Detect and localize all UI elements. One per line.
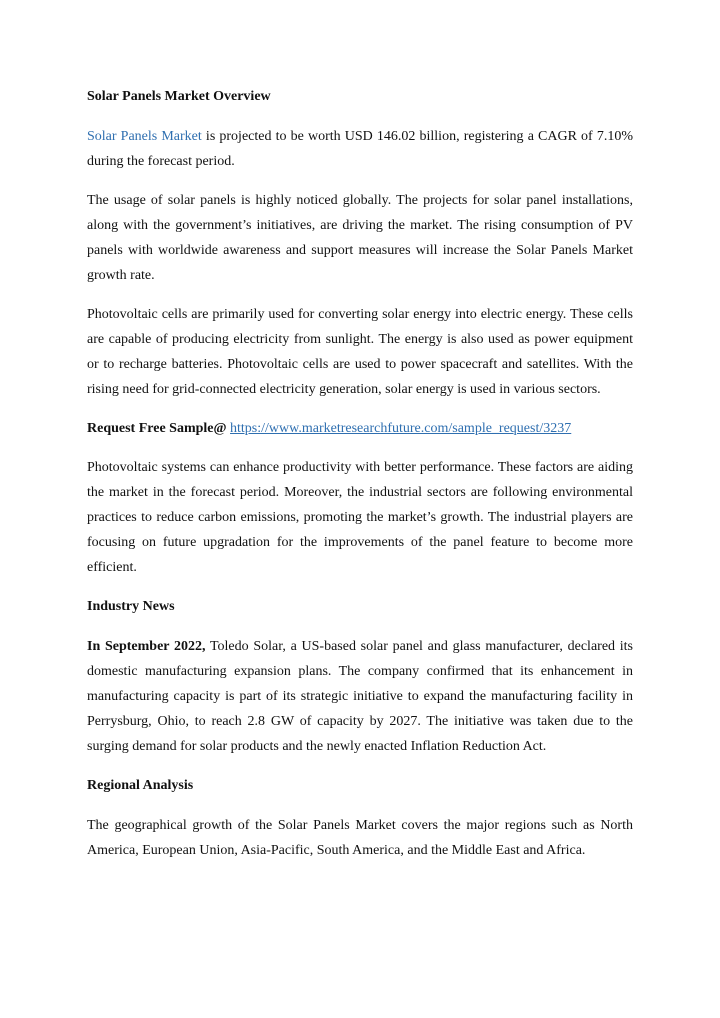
intro-paragraph bbox=[87, 124, 633, 174]
request-sample-line bbox=[87, 416, 633, 441]
intro-text: is projected to be worth USD 146.02 billion, registering a CAGR of 7.10% during the forecast period. bbox=[87, 129, 634, 169]
sample-request-link[interactable]: https://www.marketresearchfuture.com/sample_request/3237 bbox=[230, 421, 572, 436]
regional-analysis-paragraph: The geographical growth of the Solar Panels Market covers the major regions such as North America, European Union, Asia-Pacific, South America, and the Middle East and Africa. bbox=[87, 818, 633, 858]
page-title: Solar Panels Market Overview bbox=[87, 89, 271, 104]
paragraph-photovoltaic-cells: Photovoltaic cells are primarily used for converting solar energy into electric energy. These cells are capable of producing electricity from sunlight. The energy is also used as power equipment or to recharge batteries. Photovoltaic cells are used to power spacecraft and satellites. With the rising need for grid-connected electricity generation, solar energy is used in various sectors. bbox=[87, 307, 633, 397]
paragraph-photovoltaic-systems: Photovoltaic systems can enhance productivity with better performance. These factors are aiding the market in the forecast period. Moreover, the industrial sectors are following environmental practices to reduce carbon emissions, promoting the market’s growth. The industrial players are focusing on future upgradation for the improvements of the panel feature to become more efficient. bbox=[87, 460, 633, 575]
regional-analysis-heading: Regional Analysis bbox=[87, 778, 194, 793]
industry-news-heading: Industry News bbox=[87, 599, 175, 614]
solar-panels-market-link[interactable]: Solar Panels Market bbox=[87, 129, 202, 144]
request-sample-label: Request Free Sample@ bbox=[87, 421, 227, 436]
industry-news-paragraph bbox=[87, 634, 633, 759]
document-page bbox=[87, 84, 633, 877]
paragraph-usage: The usage of solar panels is highly noticed globally. The projects for solar panel installations, along with the government’s initiatives, are driving the market. The rising consumption of PV panels with worldwide awareness and support measures will increase the Solar Panels Market growth rate. bbox=[87, 193, 633, 283]
industry-news-date: In September 2022, bbox=[87, 639, 206, 654]
industry-news-text: Toledo Solar, a US-based solar panel and glass manufacturer, declared its domestic manufacturing expansion plans. The company confirmed that its enhancement in manufacturing capacity is part of its strategic initiative to expand the manufacturing facility in Perrysburg, Ohio, to reach 2.8 GW of capacity by 2027. The initiative was taken due to the surging demand for solar products and the newly enacted Inflation Reduction Act. bbox=[87, 639, 633, 754]
